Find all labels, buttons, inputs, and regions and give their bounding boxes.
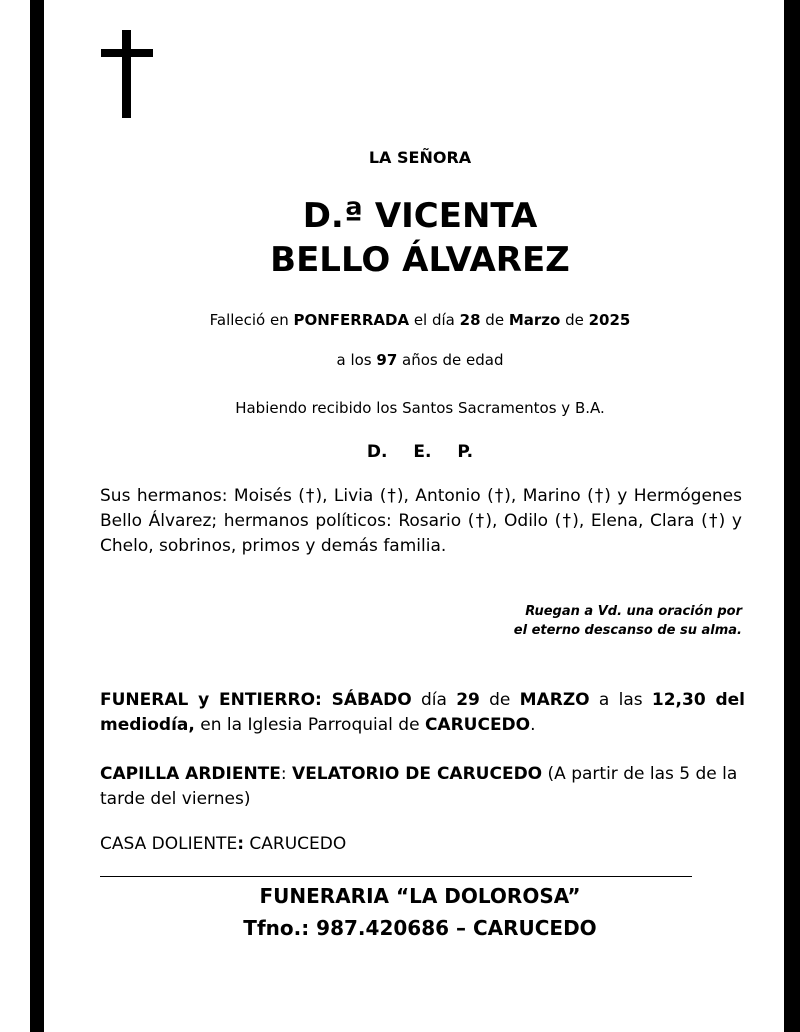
name-line-1: D.ª VICENTA [302,196,538,236]
funeral-place: CARUCEDO [424,715,531,735]
name-line-2: BELLO ÁLVAREZ [270,240,570,280]
death-day: 28 [459,311,481,329]
dep-line: D. E. P. [366,442,474,462]
casa-value: CARUCEDO [244,834,347,854]
capilla-label: CAPILLA ARDIENTE [100,764,281,784]
divider [100,876,692,877]
funeraria-name: FUNERARIA “LA DOLOROSA” [259,884,581,908]
prayer-line-1: Ruegan a Vd. una oración por [525,604,742,619]
family-text: Sus hermanos: Moisés (†), Livia (†), Antonio (†), Marino (†) y Hermógenes Bello Álvarez; hermanos políticos: Rosario (†), Odilo (†), Elena, Clara (†) y Chelo, sobrinos, primos y demás familia. [100,486,742,556]
title-line: LA SEÑORA [368,148,472,167]
sacraments-line: Habiendo recibido los Santos Sacramentos y B.A. [235,399,605,417]
death-month: Marzo [508,311,561,329]
funeraria-phone: Tfno.: 987.420686 – CARUCEDO [243,916,597,940]
casa-doliente: CASA DOLIENTE: CARUCEDO [100,834,347,854]
funeral-label: FUNERAL y ENTIERRO: SÁBADO [100,690,412,710]
left-border [30,0,44,1032]
age-years: 97 [376,351,398,369]
funeral-day: 29 [456,690,480,710]
capilla-info: CAPILLA ARDIENTE: VELATORIO DE CARUCEDO (A partir de las 5 de la tarde del viernes) [100,764,738,809]
funeral-info: FUNERAL y ENTIERRO: SÁBADO día 29 de MARZO a las 12,30 del mediodía, en la Iglesia Parroquial de CARUCEDO. [100,690,745,735]
funeraria-info [100,880,740,944]
age-info: a los 97 años de edad [336,351,504,369]
prayer-line-2: el eterno descanso de su alma. [513,623,742,638]
cross-icon [101,30,153,118]
capilla-note: (A partir de las 5 de la tarde del viernes) [100,764,738,809]
death-year: 2025 [588,311,631,329]
funeral-month: MARZO [519,690,590,710]
prayer-text [440,602,742,640]
death-info: Falleció en PONFERRADA el día 28 de Marzo de 2025 [209,311,631,329]
funeral-time: 12,30 del mediodía, [100,690,745,735]
capilla-place: VELATORIO DE CARUCEDO [292,764,543,784]
deceased-name [100,194,740,282]
death-place: PONFERRADA [293,311,410,329]
right-border [784,0,800,1032]
